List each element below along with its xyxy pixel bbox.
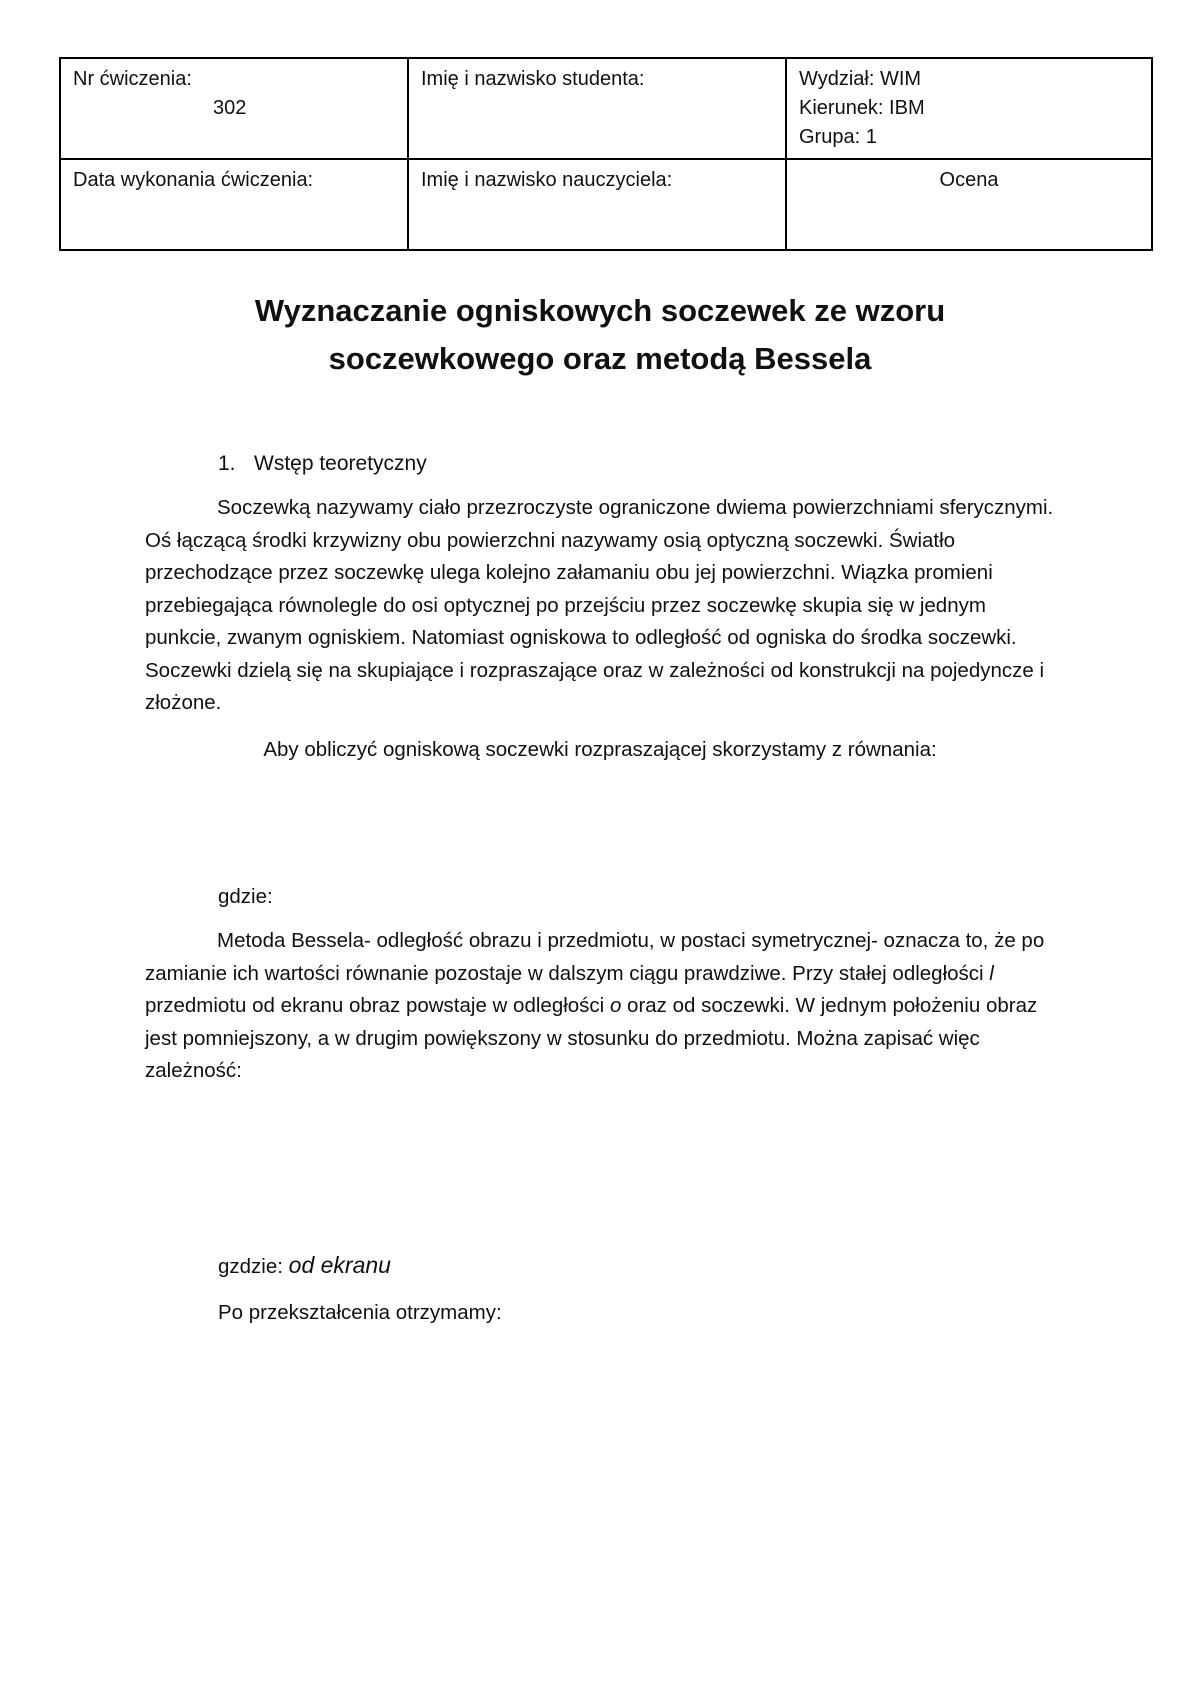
bessel-symbol-l: l	[989, 961, 994, 985]
paragraph-lens-definition-text: Soczewką nazywamy ciało przezroczyste ograniczone dwiema powierzchniami sferycznymi. Oś łączącą środki krzywizny obu powierzchni nazywamy osią optyczną soczewki. Światło przechodzące przez soczewkę ulega kolejno załamaniu obu jej powierzchni. Wiązka promieni przebiegająca równolegle do osi optycznej po przejściu przez soczewkę skupia się w jednym punkcie, zwanym ogniskiem. Natomiast ogniskowa to odległość od ogniska do środka soczewki. Soczewki dzielą się na skupiające i rozpraszające oraz w zależności od konstrukcji na pojedyncze i złożone.	[145, 496, 1054, 714]
where-label-2-term: od ekranu	[288, 1252, 391, 1278]
exercise-number-cell	[60, 58, 408, 159]
section-heading-text: Wstęp teoretyczny	[254, 452, 427, 475]
bessel-text-part-3: oraz od soczewki. W jednym położeniu obraz jest pomniejszony, a w drugim powiększony w stosunku do przedmiotu. Można zapisać więc zależność:	[145, 994, 1038, 1082]
date-cell	[60, 159, 408, 250]
document-title	[0, 287, 1200, 383]
faculty-line: Wydział: WIM	[799, 68, 922, 90]
where-label-2-text: gzdzie:	[218, 1255, 283, 1278]
paragraph-diverging-lens: Aby obliczyć ogniskową soczewki rozpraszającej skorzystamy z równania:	[263, 738, 937, 761]
bessel-text-part-1: Metoda Bessela- odległość obrazu i przedmiotu, w postaci symetrycznej- oznacza to, że po zamianie ich wartości równanie pozostaje w dalszym ciągu prawdziwe. Przy stałej odległości	[145, 929, 1045, 985]
teacher-cell	[408, 159, 786, 250]
title-line-2: soczewkowego oraz metodą Bessela	[328, 341, 872, 376]
after-transform-label: Po przekształcenia otrzymamy:	[218, 1301, 502, 1324]
student-name-cell	[408, 58, 786, 159]
exercise-number-value: 302	[213, 97, 247, 119]
student-name-label: Imię i nazwisko studenta:	[421, 68, 645, 90]
paragraph-bessel-method	[145, 925, 1065, 1088]
section-number: 1.	[218, 452, 236, 475]
section-heading	[218, 449, 427, 479]
where-label-2	[218, 1250, 391, 1282]
grade-cell	[786, 159, 1152, 250]
header-table	[59, 57, 1153, 251]
direction-line: Kierunek: IBM	[799, 97, 925, 119]
group-line: Grupa: 1	[799, 126, 877, 148]
date-label: Data wykonania ćwiczenia:	[73, 169, 314, 191]
faculty-cell	[786, 58, 1152, 159]
paragraph-lens-definition	[145, 492, 1065, 720]
grade-label: Ocena	[939, 169, 999, 191]
exercise-number-label: Nr ćwiczenia:	[73, 68, 192, 90]
title-line-1: Wyznaczanie ogniskowych soczewek ze wzoru	[254, 293, 946, 328]
where-label-1: gdzie:	[218, 885, 273, 908]
teacher-label: Imię i nazwisko nauczyciela:	[421, 169, 673, 191]
bessel-text-part-2: przedmiotu od ekranu obraz powstaje w odległości	[145, 994, 610, 1017]
bessel-symbol-o: o	[609, 994, 622, 1017]
